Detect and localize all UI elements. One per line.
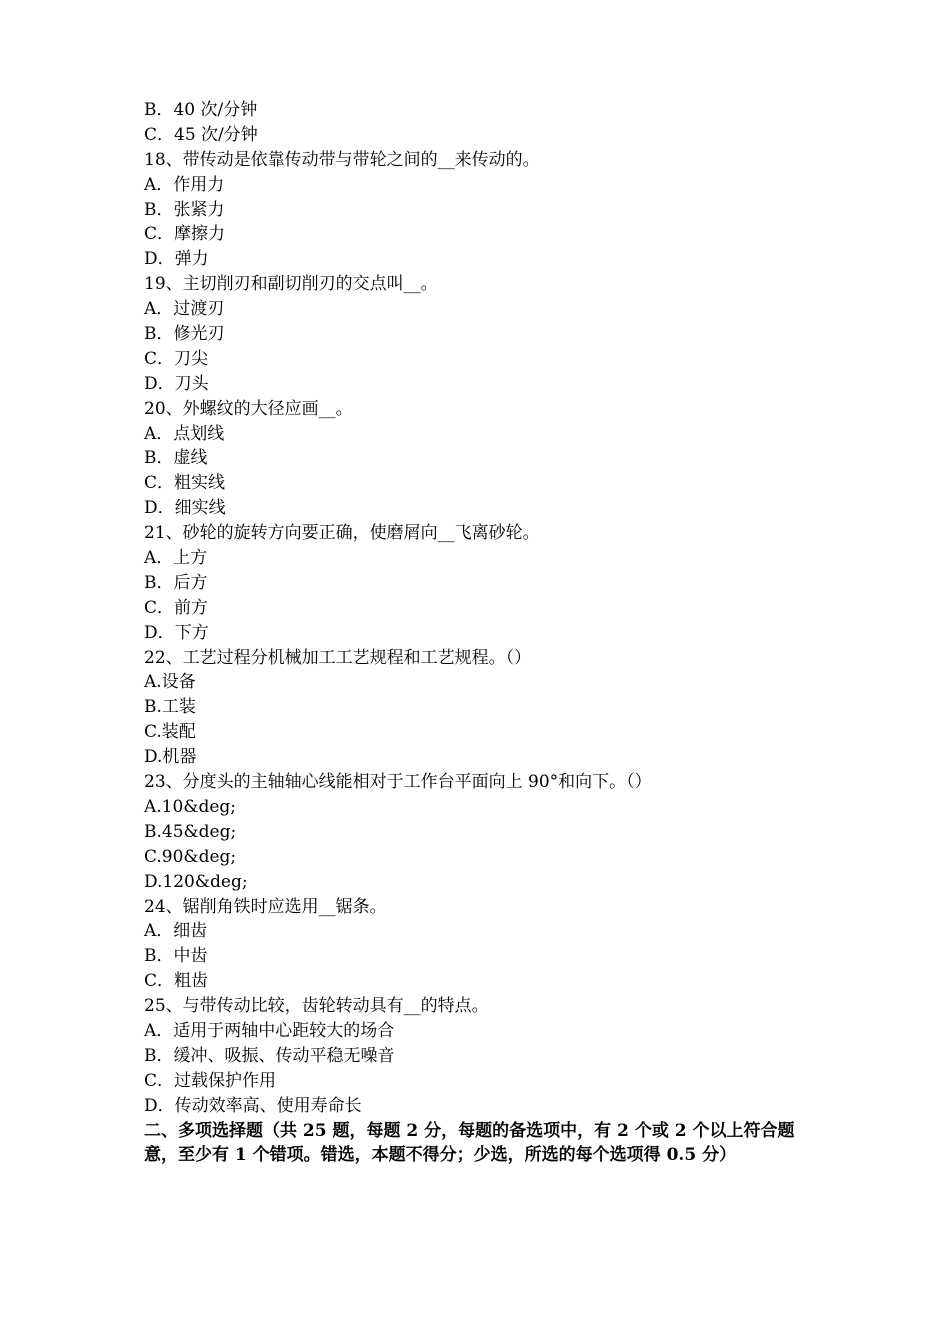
text-line: B．张紧力 bbox=[144, 199, 225, 220]
text-line: C．过载保护作用 bbox=[144, 1070, 277, 1091]
text-line: 22、工艺过程分机械加工工艺规程和工艺规程。（） bbox=[144, 647, 532, 668]
text-line: C．粗实线 bbox=[144, 473, 226, 494]
document-page bbox=[144, 98, 814, 1168]
text-line: D.机器 bbox=[144, 747, 197, 768]
text-line: 23、分度头的主轴轴心线能相对于工作台平面向上 90°和向下。（） bbox=[144, 772, 652, 793]
text-line: B．后方 bbox=[144, 572, 208, 593]
text-line: C．前方 bbox=[144, 597, 209, 618]
question-list bbox=[144, 98, 814, 1119]
text-line: D．弹力 bbox=[144, 249, 209, 270]
text-line: A．适用于两轴中心距较大的场合 bbox=[144, 1020, 395, 1041]
text-line: C.90&deg; bbox=[144, 846, 237, 867]
text-line: 21、砂轮的旋转方向要正确，使磨屑向__飞离砂轮。 bbox=[144, 523, 540, 544]
text-line: B.工装 bbox=[144, 697, 196, 718]
text-line: B.45&deg; bbox=[144, 821, 237, 842]
text-line: C．刀尖 bbox=[144, 348, 209, 369]
text-line: A．点划线 bbox=[144, 423, 225, 444]
text-line: 20、外螺纹的大径应画__。 bbox=[144, 398, 353, 419]
text-line: A．作用力 bbox=[144, 174, 225, 195]
text-line: B．40 次/分钟 bbox=[144, 100, 258, 120]
text-line: A.设备 bbox=[144, 672, 196, 693]
text-line: B．修光刃 bbox=[144, 324, 225, 345]
text-line: A．过渡刃 bbox=[144, 299, 225, 320]
text-line: D．传动效率高、使用寿命长 bbox=[144, 1095, 362, 1116]
text-line: D．下方 bbox=[144, 622, 209, 643]
text-line: A.10&deg; bbox=[144, 796, 236, 817]
text-line: D．细实线 bbox=[144, 498, 226, 519]
text-line: D.120&deg; bbox=[144, 871, 248, 892]
text-line: C．摩擦力 bbox=[144, 224, 226, 245]
text-line: A．上方 bbox=[144, 548, 208, 569]
text-line: D．刀头 bbox=[144, 373, 209, 394]
text-line: B．虚线 bbox=[144, 448, 208, 469]
text-line: B．中齿 bbox=[144, 946, 208, 967]
text-line: C．45 次/分钟 bbox=[144, 124, 258, 145]
text-line: 24、锯削角铁时应选用__锯条。 bbox=[144, 896, 387, 917]
text-line: 19、主切削刃和副切削刃的交点叫__。 bbox=[144, 274, 438, 295]
text-line: C.装配 bbox=[144, 722, 196, 743]
text-line: C．粗齿 bbox=[144, 971, 209, 992]
section-heading: 二、多项选择题（共 25 题，每题 2 分，每题的备选项中，有 2 个或 2 个以上符合题意，至少有 1 个错项。错选，本题不得分；少选，所选的每个选项得 0.5 分） bbox=[144, 1120, 795, 1166]
text-line: 25、与带传动比较，齿轮转动具有__的特点。 bbox=[144, 996, 489, 1017]
text-line: A．细齿 bbox=[144, 921, 208, 942]
text-line: B．缓冲、吸振、传动平稳无噪音 bbox=[144, 1045, 395, 1066]
text-line: 18、带传动是依靠传动带与带轮之间的__来传动的。 bbox=[144, 149, 540, 170]
